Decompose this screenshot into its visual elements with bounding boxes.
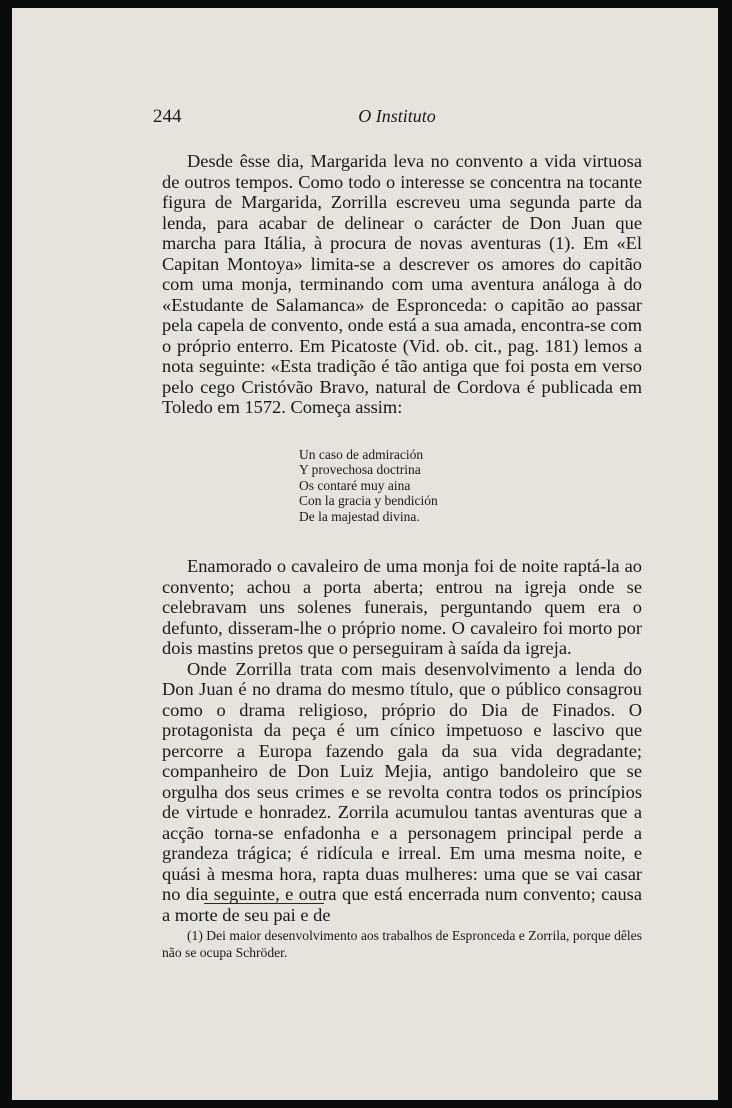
footnote: (1) Dei maior desenvolvimento aos trabalhos de Espronceda e Zorrila, porque dêles não se ocupa Schröder. [162,928,642,960]
paragraph-margarida: Desde êsse dia, Margarida leva no convento a vida virtuosa de outros tempos. Como todo o interesse se concentra na tocante figura de Margarida, Zorrilla escreveu uma segunda parte da lenda, para acabar de delinear o carácter de Don Juan que marcha para Itália, à procura de novas aventuras (1). Em «El Capitan Montoya» limita-se a descrever os amores do capitão com uma monja, terminando com uma aventura análoga à do «Estudante de Salamanca» de Espronceda: o capitão ao passar pela capela de convento, onde está a sua amada, encontra-se com o próprio enterro. Em Picatoste (Vid. ob. cit., pag. 181) lemos a nota seguinte: «Esta tradição é tão antiga que foi posta em verso pelo cego Cristóvão Bravo, natural de Cordova é publicada em Toledo em 1572. Começa assim: [162,151,642,417]
poem-line: De la majestad divina. [299,508,420,524]
footnote-separator [204,903,324,904]
poem-line: Con la gracia y bendición [299,493,438,509]
page-number: 244 [153,106,182,127]
quoted-poem [299,447,642,525]
poem-line: Un caso de admiración [299,446,424,462]
body-text [162,151,642,925]
journal-title: O Instituto [358,106,436,126]
paragraph-enamorado: Enamorado o cavaleiro de uma monja foi de noite raptá-la ao convento; achou a porta aberta; entrou na igreja onde se celebravam uns solenes funerais, perguntando quem era o defunto, disseram-lhe o próprio nome. O cavaleiro foi morto por dois mastins pretos que o perseguiram à saída da igreja. [162,556,642,659]
running-head [153,106,641,132]
poem-line: Y provechosa doctrina [299,462,421,478]
paragraph-don-juan-drama: Onde Zorrilla trata com mais desenvolvimento a lenda do Don Juan é no drama do mesmo título, que o público consagrou como o drama religioso, próprio do Dia de Finados. O protagonista da peça é um cínico impetuoso e lascivo que percorre a Europa fazendo gala da sua vida degradante; companheiro de Don Luiz Mejia, antigo bandoleiro que se orgulha dos seus crimes e se revolta contra todos os princípios de virtude e honradez. Zorrila acumulou tantas aventuras que a acção torna-se enfadonha e a personagem principal perde a grandeza trágica; é ridícula e irreal. Em uma mesma noite, e quási à mesma hora, rapta duas mulheres: uma que se vai casar no dia seguinte, e outra que está encerrada num convento; causa a morte de seu pai e de [162,658,642,925]
book-page [12,8,718,1100]
poem-line: Os contaré muy aina [299,477,411,493]
